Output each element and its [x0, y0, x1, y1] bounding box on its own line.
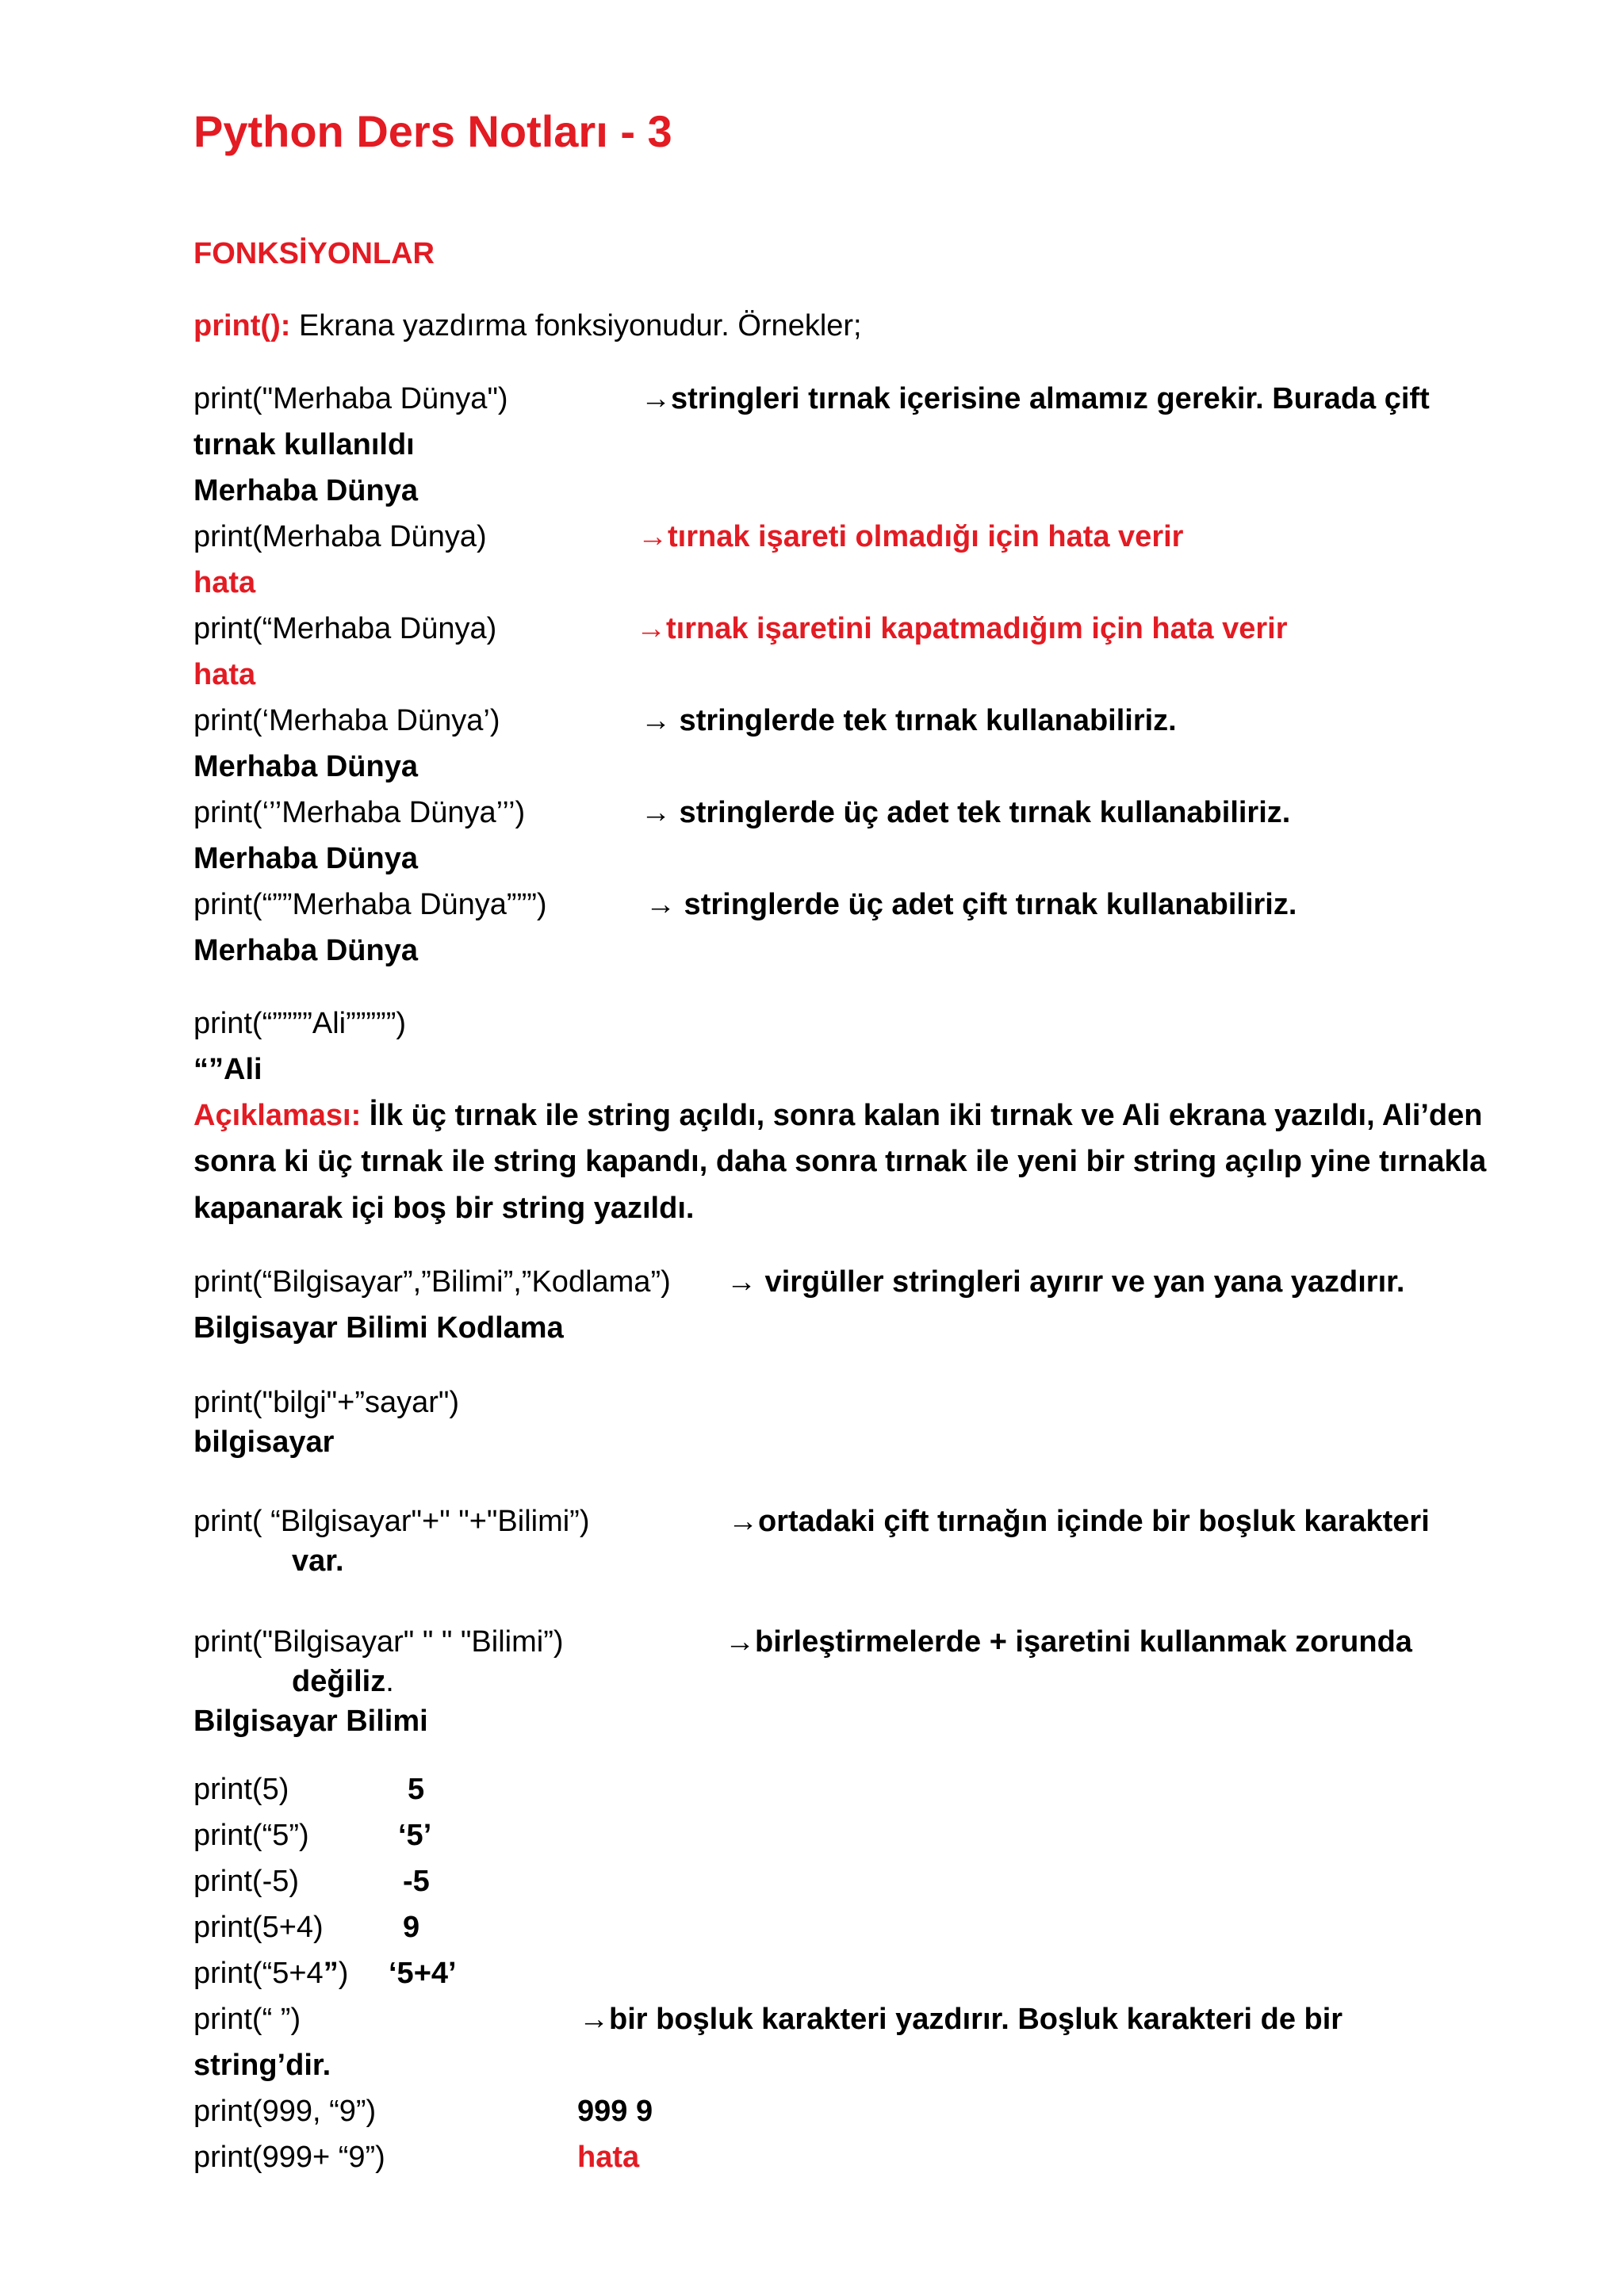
ex6-note-text: stringlerde üç adet çift tırnak kullanabiliriz.	[676, 888, 1297, 921]
num-code-a: print(“5+4	[193, 1957, 324, 1990]
explain-text-1: İlk üç tırnak ile string açıldı, sonra kalan iki tırnak ve Ali ekrana yazıldı, Ali’den	[361, 1099, 1483, 1132]
arrow-icon: →	[641, 796, 671, 829]
arrow-icon: →	[641, 704, 671, 737]
ex4-output: Merhaba Dünya	[193, 750, 418, 783]
num-code: print(-5)	[193, 1865, 300, 1898]
ex10-code: print( “Bilgisayar"+" "+"Bilimi”)	[193, 1505, 590, 1538]
ex2-note-text: tırnak işareti olmadığı için hata verir	[668, 520, 1184, 553]
intro-line	[193, 311, 862, 341]
ex11-note	[725, 1627, 1412, 1657]
ex3-code: print(“Merhaba Dünya)	[193, 612, 497, 645]
ex1-note-cont: tırnak kullanıldı	[193, 428, 415, 461]
num-code-b: ”	[323, 1957, 339, 1990]
ex9-output: bilgisayar	[193, 1425, 335, 1459]
ex8-output: Bilgisayar Bilimi Kodlama	[193, 1311, 564, 1345]
arrow-icon: →	[725, 1625, 755, 1659]
num-code-c: )	[338, 1957, 349, 1990]
num-code: print(5+4)	[193, 1911, 324, 1944]
ex11-note-cont	[292, 1667, 394, 1697]
ex9-code: print("bilgi"+”sayar")	[193, 1386, 460, 1419]
ex7-code: print(“””””Ali”””””)	[193, 1007, 407, 1040]
ex8-note	[726, 1267, 1404, 1297]
arrow-icon: →	[636, 612, 666, 645]
ex2-output: hata	[193, 566, 256, 599]
explain-line-2: sonra ki üç tırnak ile string kapandı, daha sonra tırnak ile yeni bir string açılıp yine tırnakla	[193, 1145, 1487, 1178]
ex5-note	[641, 798, 1290, 828]
ex13-output: 999 9	[577, 2095, 653, 2128]
ex14-output: hata	[577, 2141, 640, 2174]
ex11-note-text: birleştirmelerde + işaretini kullanmak zorunda	[755, 1625, 1412, 1659]
ex6-note	[645, 890, 1297, 920]
num-output: 9	[403, 1911, 420, 1944]
ex4-note-text: stringlerde tek tırnak kullanabiliriz.	[671, 704, 1177, 737]
ex3-output: hata	[193, 658, 256, 691]
arrow-icon: →	[728, 1505, 758, 1538]
ex12-note-text: bir boşluk karakteri yazdırır. Boşluk karakteri de bir	[609, 2003, 1343, 2036]
arrow-icon: →	[638, 520, 668, 553]
arrow-icon: →	[641, 382, 671, 415]
ex10-note-cont: var.	[292, 1544, 344, 1578]
ex13-code: print(999, “9”)	[193, 2095, 377, 2128]
ex10-note	[728, 1506, 1430, 1536]
ex7-output: “”Ali	[193, 1053, 262, 1086]
page-title: Python Ders Notları - 3	[193, 106, 672, 156]
num-code	[193, 1958, 348, 1988]
ex6-output: Merhaba Dünya	[193, 934, 418, 967]
arrow-icon: →	[579, 2003, 609, 2036]
intro-text: Ekrana yazdırma fonksiyonudur. Örnekler;	[290, 309, 862, 342]
ex12-note-cont: string’dir.	[193, 2049, 331, 2082]
ex4-note	[641, 706, 1177, 736]
ex5-note-text: stringlerde üç adet tek tırnak kullanabiliriz.	[671, 796, 1291, 829]
intro-label: print():	[193, 309, 291, 342]
ex10-note-text: ortadaki çift tırnağın içinde bir boşluk karakteri	[758, 1505, 1430, 1538]
ex1-output: Merhaba Dünya	[193, 474, 418, 507]
ex8-code: print(“Bilgisayar”,”Bilimi”,”Kodlama”)	[193, 1265, 671, 1299]
ex12-code: print(“ ”)	[193, 2003, 301, 2036]
ex1-code: print("Merhaba Dünya")	[193, 382, 508, 415]
ex5-output: Merhaba Dünya	[193, 842, 418, 875]
ex11-code: print("Bilgisayar" " " "Bilimi”)	[193, 1625, 564, 1659]
ex6-code: print(“””Merhaba Dünya”””)	[193, 888, 547, 921]
num-output: ‘5’	[398, 1819, 432, 1852]
explain-line-1	[193, 1100, 1483, 1131]
ex1-note	[641, 384, 1430, 414]
num-output: ‘5+4’	[389, 1957, 457, 1990]
ex14-code: print(999+ “9”)	[193, 2141, 385, 2174]
ex1-note-text: stringleri tırnak içerisine almamız gerekir. Burada çift	[671, 382, 1430, 415]
section-heading: FONKSİYONLAR	[193, 237, 435, 270]
ex2-code: print(Merhaba Dünya)	[193, 520, 487, 553]
explain-label: Açıklaması:	[193, 1099, 362, 1132]
num-output: -5	[403, 1865, 430, 1898]
num-output: 5	[408, 1773, 425, 1806]
ex3-note-text: tırnak işaretini kapatmadığım için hata verir	[666, 612, 1288, 645]
ex11-note-cont-dot: .	[385, 1665, 394, 1698]
ex4-code: print(‘Merhaba Dünya’)	[193, 704, 500, 737]
ex2-note	[638, 522, 1183, 552]
num-code: print(5)	[193, 1773, 289, 1806]
explain-line-3: kapanarak içi boş bir string yazıldı.	[193, 1192, 695, 1225]
ex5-code: print(‘’’Merhaba Dünya’’’)	[193, 796, 526, 829]
arrow-icon: →	[645, 888, 676, 921]
arrow-icon: →	[726, 1265, 756, 1299]
ex12-note	[579, 2004, 1342, 2034]
ex8-note-text: virgüller stringleri ayırır ve yan yana yazdırır.	[756, 1265, 1405, 1299]
ex3-note	[636, 614, 1288, 644]
ex11-note-cont-text: değiliz	[292, 1665, 386, 1698]
ex11-output: Bilgisayar Bilimi	[193, 1705, 428, 1738]
num-code: print(“5”)	[193, 1819, 309, 1852]
